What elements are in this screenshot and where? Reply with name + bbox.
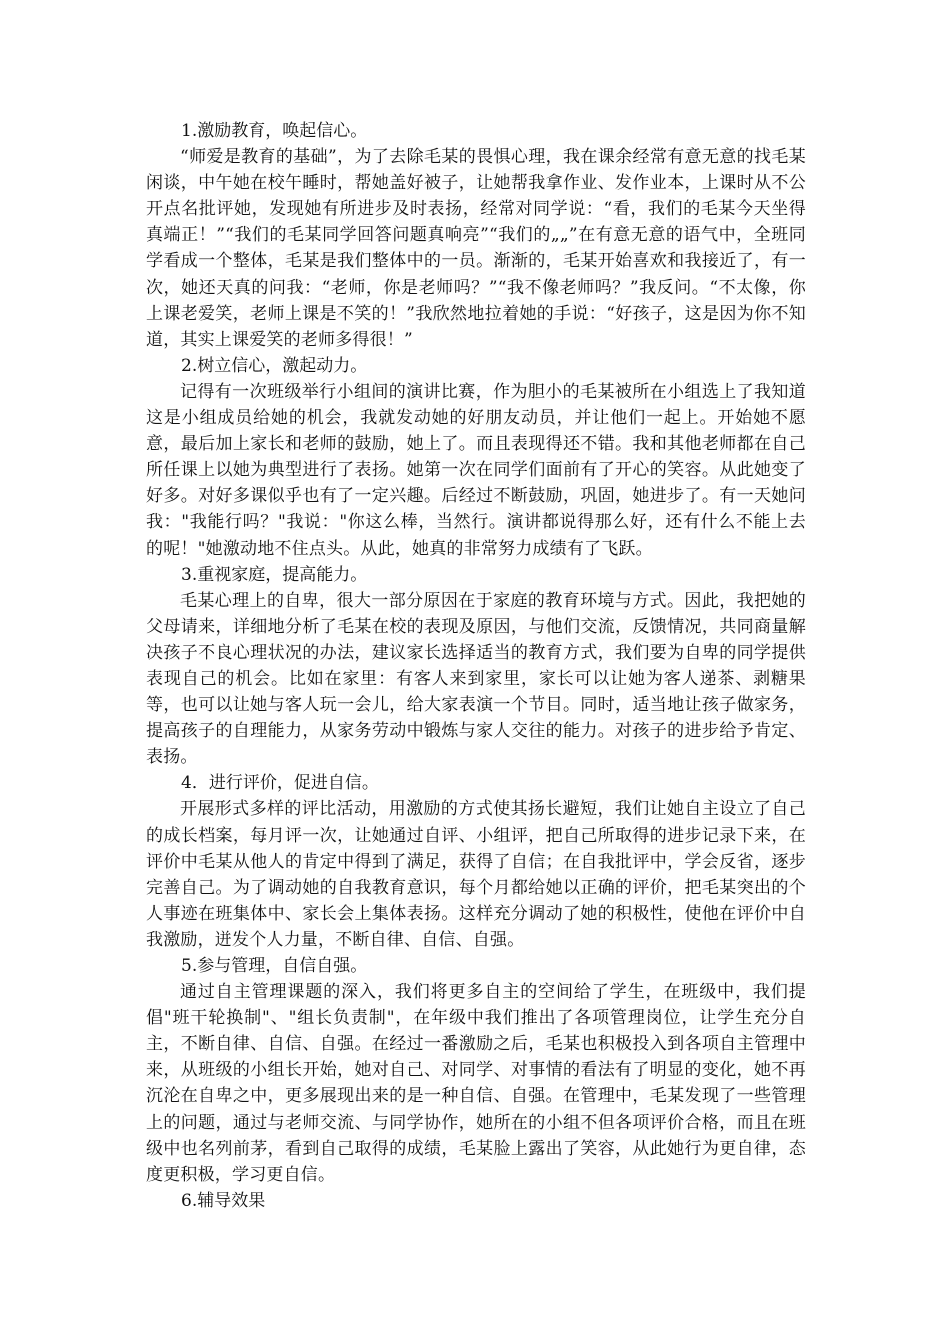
document-body	[146, 118, 806, 1214]
section-4-paragraph: 开展形式多样的评比活动，用激励的方式使其扬长避短，我们让她自主设立了自己的成长档案，每月评一次，让她通过自评、小组评，把自己所取得的进步记录下来，在评价中毛某从他人的肯定中得到了满足，获得了自信；在自我批评中，学会反省，逐步完善自己。为了调动她的自我教育意识，每个月都给她以正确的评价，把毛某突出的个人事迹在班集体中、家长会上集体表扬。这样充分调动了她的积极性，使他在评价中自我激励，迸发个人力量，不断自律、自信、自强。	[146, 799, 806, 950]
section-4-heading: 4．进行评价，促进自信。	[181, 773, 379, 794]
section-6-heading: 6.辅导效果	[181, 1190, 266, 1211]
section-3-paragraph: 毛某心理上的自卑，很大一部分原因在于家庭的教育环境与方式。因此，我把她的父母请来，详细地分析了毛某在校的表现及原因，与他们交流，反馈情况，共同商量解决孩子不良心理状况的办法，建议家长选择适当的教育方式，我们要为自卑的同学提供表现自己的机会。比如在家里：有客人来到家里，家长可以让她为客人递茶、剥糖果等，也可以让她与客人玩一会儿，给大家表演一个节目。同时，适当地让孩子做家务，提高孩子的自理能力，从家务劳动中锻炼与家人交往的能力。对孩子的进步给予肯定、表扬。	[146, 590, 806, 768]
section-5-paragraph: 通过自主管理课题的深入，我们将更多自主的空间给了学生，在班级中，我们提倡"班干轮换制"、"组长负责制"，在年级中我们推出了各项管理岗位，让学生充分自主，不断自律、自信、自强。在经过一番激励之后，毛某也积极投入到各项自主管理中来，从班级的小组长开始，她对自己、对同学、对事情的看法有了明显的变化，她不再沉沦在自卑之中，更多展现出来的是一种自信、自强。在管理中，毛某发现了一些管理上的问题，通过与老师交流、与同学协作，她所在的小组不但各项评价合格，而且在班级中也名列前茅，看到自己取得的成绩，毛某脸上露出了笑容，从此她行为更自律，态度更积极，学习更自信。	[146, 982, 806, 1185]
section-1-paragraph: “师爱是教育的基础”，为了去除毛某的畏惧心理，我在课余经常有意无意的找毛某闲谈，中午她在校午睡时，帮她盖好被子，让她帮我拿作业、发作业本，上课时从不公开点名批评她，发现她有所进步及时表扬，经常对同学说：“看，我们的毛某今天坐得真端正！”“我们的毛某同学回答问题真响亮”“我们的„„”在有意无意的语气中，全班同学看成一个整体，毛某是我们整体中的一员。渐渐的，毛某开始喜欢和我接近了，有一次，她还天真的问我：“老师，你是老师吗？”“我不像老师吗？”我反问。“不太像，你上课老爱笑，老师上课是不笑的！”我欣然地拉着她的手说：“好孩子，这是因为你不知道，其实上课爱笑的老师多得很！”	[146, 147, 806, 350]
section-5-heading: 5.参与管理，自信自强。	[181, 956, 368, 976]
section-3-heading: 3.重视家庭，提高能力。	[181, 564, 368, 585]
section-2-heading: 2.树立信心，激起动力。	[181, 355, 368, 376]
section-2-paragraph: 记得有一次班级举行小组间的演讲比赛，作为胆小的毛某被所在小组选上了我知道这是小组成员给她的机会，我就发动她的好朋友动员，并让他们一起上。开始她不愿意，最后加上家长和老师的鼓励，她上了。而且表现得还不错。我和其他老师都在自己所任课上以她为典型进行了表扬。她第一次在同学们面前有了开心的笑容。从此她变了好多。对好多课似乎也有了一定兴趣。后经过不断鼓励，巩固，她进步了。有一天她问我："我能行吗？"我说："你这么棒，当然行。演讲都说得那么好，还有什么不能上去的呢！"她激动地不住点头。从此，她真的非常努力成绩有了飞跃。	[146, 381, 806, 559]
section-1-heading: 1.激励教育，唤起信心。	[181, 121, 368, 141]
